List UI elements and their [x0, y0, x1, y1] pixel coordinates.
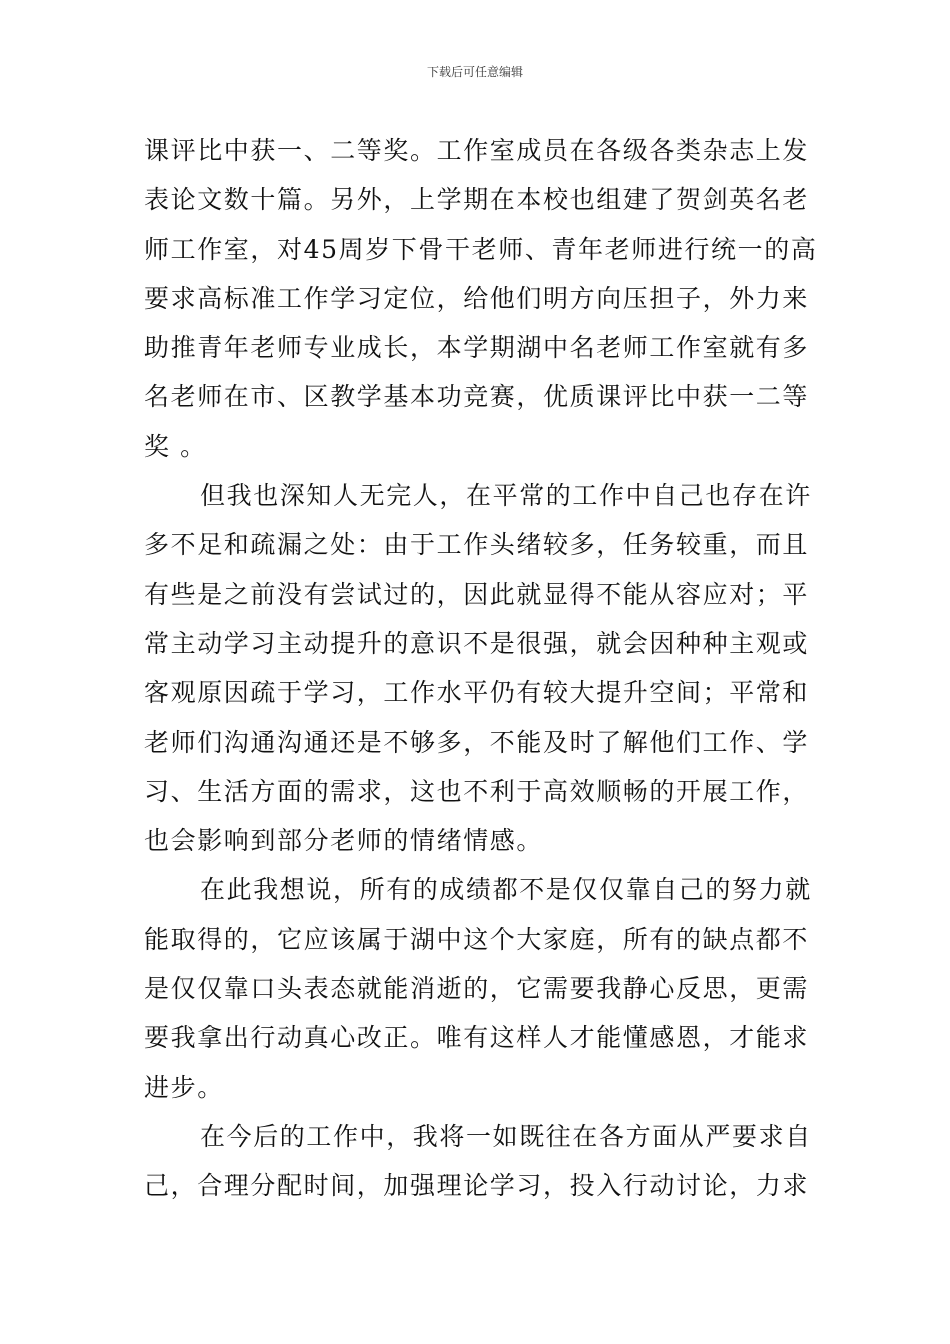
text-line: 能取得的，它应该属于湖中这个大家庭，所有的缺点都不 — [144, 924, 810, 954]
text-line: 常主动学习主动提升的意识不是很强，就会因种种主观或 — [144, 628, 810, 658]
text-line: 老师们沟通沟通还是不够多，不能及时了解他们工作、学 — [144, 727, 810, 757]
document-body — [144, 126, 818, 1211]
text-line: 进步。 — [144, 1072, 224, 1102]
text-line: 是仅仅靠口头表态就能消逝的，它需要我静心反思，更需 — [144, 974, 810, 1004]
text-line: 习、生活方面的需求，这也不利于高效顺畅的开展工作， — [144, 776, 810, 806]
text-line: 名老师在市、区教学基本功竞赛，优质课评比中获一二等 — [144, 382, 810, 412]
text-line: 多不足和疏漏之处：由于工作头绪较多，任务较重，而且 — [144, 530, 810, 560]
text-line: 课评比中获一、二等奖。工作室成员在各级各类杂志上发 — [144, 136, 810, 165]
text-line: 助推青年老师专业成长，本学期湖中名老师工作室就有多 — [144, 333, 810, 363]
text-line: 要求高标准工作学习定位，给他们明方向压担子，外力来 — [144, 283, 810, 313]
text-line: 师工作室，对45周岁下骨干老师、青年老师进行统一的高 — [144, 234, 818, 264]
text-line: 奖 。 — [144, 431, 207, 461]
text-line: 有些是之前没有尝试过的，因此就显得不能从容应对；平 — [144, 579, 810, 609]
text-line: 要我拿出行动真心改正。唯有这样人才能懂感恩，才能求 — [144, 1023, 810, 1053]
paragraph-start-line: 在今后的工作中，我将一如既往在各方面从严要求自 — [200, 1121, 812, 1151]
paragraph-start-line: 在此我想说，所有的成绩都不是仅仅靠自己的努力就 — [200, 875, 812, 905]
page-header: 下载后可任意编辑 — [426, 65, 523, 79]
text-line: 己，合理分配时间，加强理论学习，投入行动讨论，力求 — [144, 1171, 810, 1201]
paragraph-start-line: 但我也深知人无完人，在平常的工作中自己也存在许 — [200, 481, 812, 511]
text-line: 表论文数十篇。另外，上学期在本校也组建了贺剑英名老 — [144, 185, 810, 215]
text-line: 也会影响到部分老师的情绪情感。 — [144, 826, 544, 856]
text-line: 客观原因疏于学习，工作水平仍有较大提升空间；平常和 — [144, 678, 810, 708]
